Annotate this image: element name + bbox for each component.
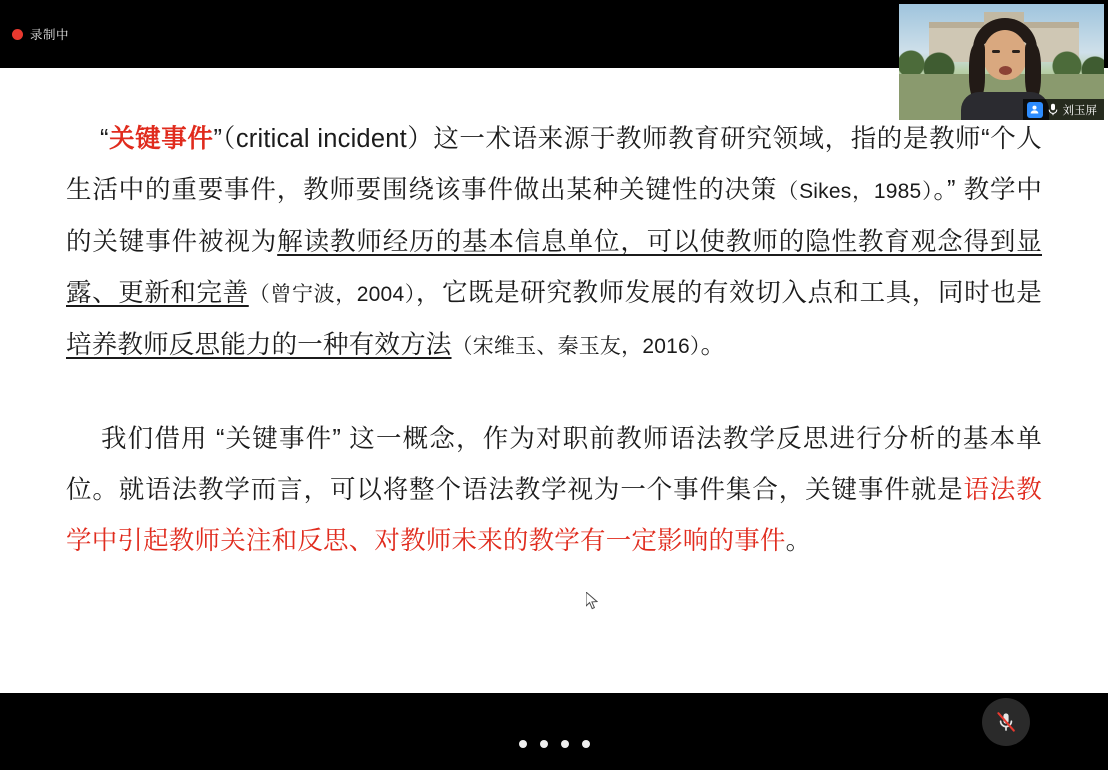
paragraph-1-segment-4: ，它既是研究教师发展的有效切入点和工具，同时也是 xyxy=(415,279,1043,307)
citation-songweiyu: （宋维玉、秦玉友，2016） xyxy=(451,335,701,358)
microphone-icon xyxy=(1048,103,1058,116)
paragraph-2-segment-2: 。 xyxy=(785,527,812,555)
page-indicator-dots[interactable] xyxy=(0,740,1108,748)
quote-open: “ xyxy=(100,125,109,153)
mouse-cursor-icon xyxy=(586,592,598,610)
participant-name-label xyxy=(1023,99,1105,120)
key-term-highlight: 关键事件 xyxy=(108,125,214,153)
citation-zengningbo: （曾宁波，2004） xyxy=(248,283,416,306)
slide-paragraph-1 xyxy=(66,114,1042,372)
microphone-muted-icon xyxy=(994,710,1018,734)
paragraph-2-segment-1: 我们借用 “关键事件” 这一概念，作为对职前教师语法教学反思进行分析的基本单位。就语法教学而言，可以将整个语法教学视为一个事件集合，关键事件就是 xyxy=(66,425,1042,504)
recording-indicator xyxy=(12,25,69,43)
participant-name: 刘玉屏 xyxy=(1062,104,1097,117)
paragraph-1-segment-3: 。” 教学中的关键事件被视为 xyxy=(66,176,1043,256)
slide-paragraph-2 xyxy=(66,414,1042,567)
video-person-eye-left xyxy=(992,50,1000,53)
page-dot[interactable] xyxy=(582,740,590,748)
participant-video-tile[interactable] xyxy=(899,4,1104,120)
paragraph-1-segment-5: 。 xyxy=(700,331,727,359)
page-dot[interactable] xyxy=(519,740,527,748)
definition-highlight: 语法教学中引起教师关注和反思、对教师未来的教学有一定影响的事件 xyxy=(66,476,1042,555)
recording-label: 录制中 xyxy=(30,28,70,42)
recording-dot-icon xyxy=(12,29,23,40)
slide-content xyxy=(0,68,1108,693)
page-dot[interactable] xyxy=(561,740,569,748)
video-person-mouth xyxy=(999,66,1012,75)
underlined-phrase-2: 培养教师反思能力的一种有效方法 xyxy=(66,331,452,359)
person-icon xyxy=(1027,102,1043,118)
bottom-toolbar xyxy=(0,693,1108,770)
video-person-eye-right xyxy=(1012,50,1020,53)
underlined-phrase-1: 解读教师经历的基本信息单位，可以使教师的隐性教育观念得到显露、更新和完善 xyxy=(66,228,1042,307)
page-dot[interactable] xyxy=(540,740,548,748)
mute-toggle-button[interactable] xyxy=(982,698,1030,746)
paragraph-1-segment-2: ”（critical incident）这一术语来源于教师教育研究领域，指的是教师“个人生活中的重要事件，教师要围绕该事件做出某种关键性的决策 xyxy=(66,125,1042,204)
citation-sikes: （Sikes，1985） xyxy=(777,180,934,203)
